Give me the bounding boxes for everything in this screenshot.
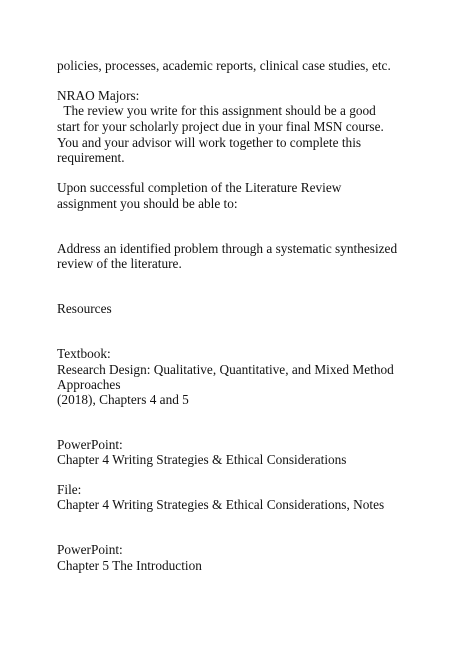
outcome-line-2: review of the literature.	[57, 256, 182, 271]
file-label: File:	[57, 482, 82, 497]
nrao-paragraph-line-3: You and your advisor will work together to complete this	[57, 135, 362, 150]
intro-continuation-line: policies, processes, academic reports, clinical case studies, etc.	[57, 58, 391, 73]
textbook-chapters: (2018), Chapters 4 and 5	[57, 392, 189, 407]
nrao-paragraph-line-1: The review you write for this assignment should be a good	[57, 103, 376, 118]
textbook-label: Textbook:	[57, 346, 111, 361]
powerpoint-chapter-5: Chapter 5 The Introduction	[57, 558, 202, 573]
powerpoint-label-2: PowerPoint:	[57, 542, 123, 557]
nrao-majors-heading: NRAO Majors:	[57, 88, 140, 103]
file-chapter-4-notes: Chapter 4 Writing Strategies & Ethical Considerations, Notes	[57, 497, 385, 512]
resources-heading: Resources	[57, 301, 112, 316]
powerpoint-label-1: PowerPoint:	[57, 437, 123, 452]
outcome-intro-line-2: assignment you should be able to:	[57, 196, 238, 211]
powerpoint-chapter-4: Chapter 4 Writing Strategies & Ethical Considerations	[57, 452, 347, 467]
textbook-title-line-2: Approaches	[57, 377, 121, 392]
textbook-title-line-1: Research Design: Qualitative, Quantitative, and Mixed Method	[57, 362, 394, 377]
nrao-paragraph-line-2: start for your scholarly project due in your final MSN course.	[57, 119, 384, 134]
nrao-paragraph-line-4: requirement.	[57, 150, 125, 165]
outcome-line-1: Address an identified problem through a systematic synthesized	[57, 241, 398, 256]
outcome-intro-line-1: Upon successful completion of the Literature Review	[57, 180, 342, 195]
